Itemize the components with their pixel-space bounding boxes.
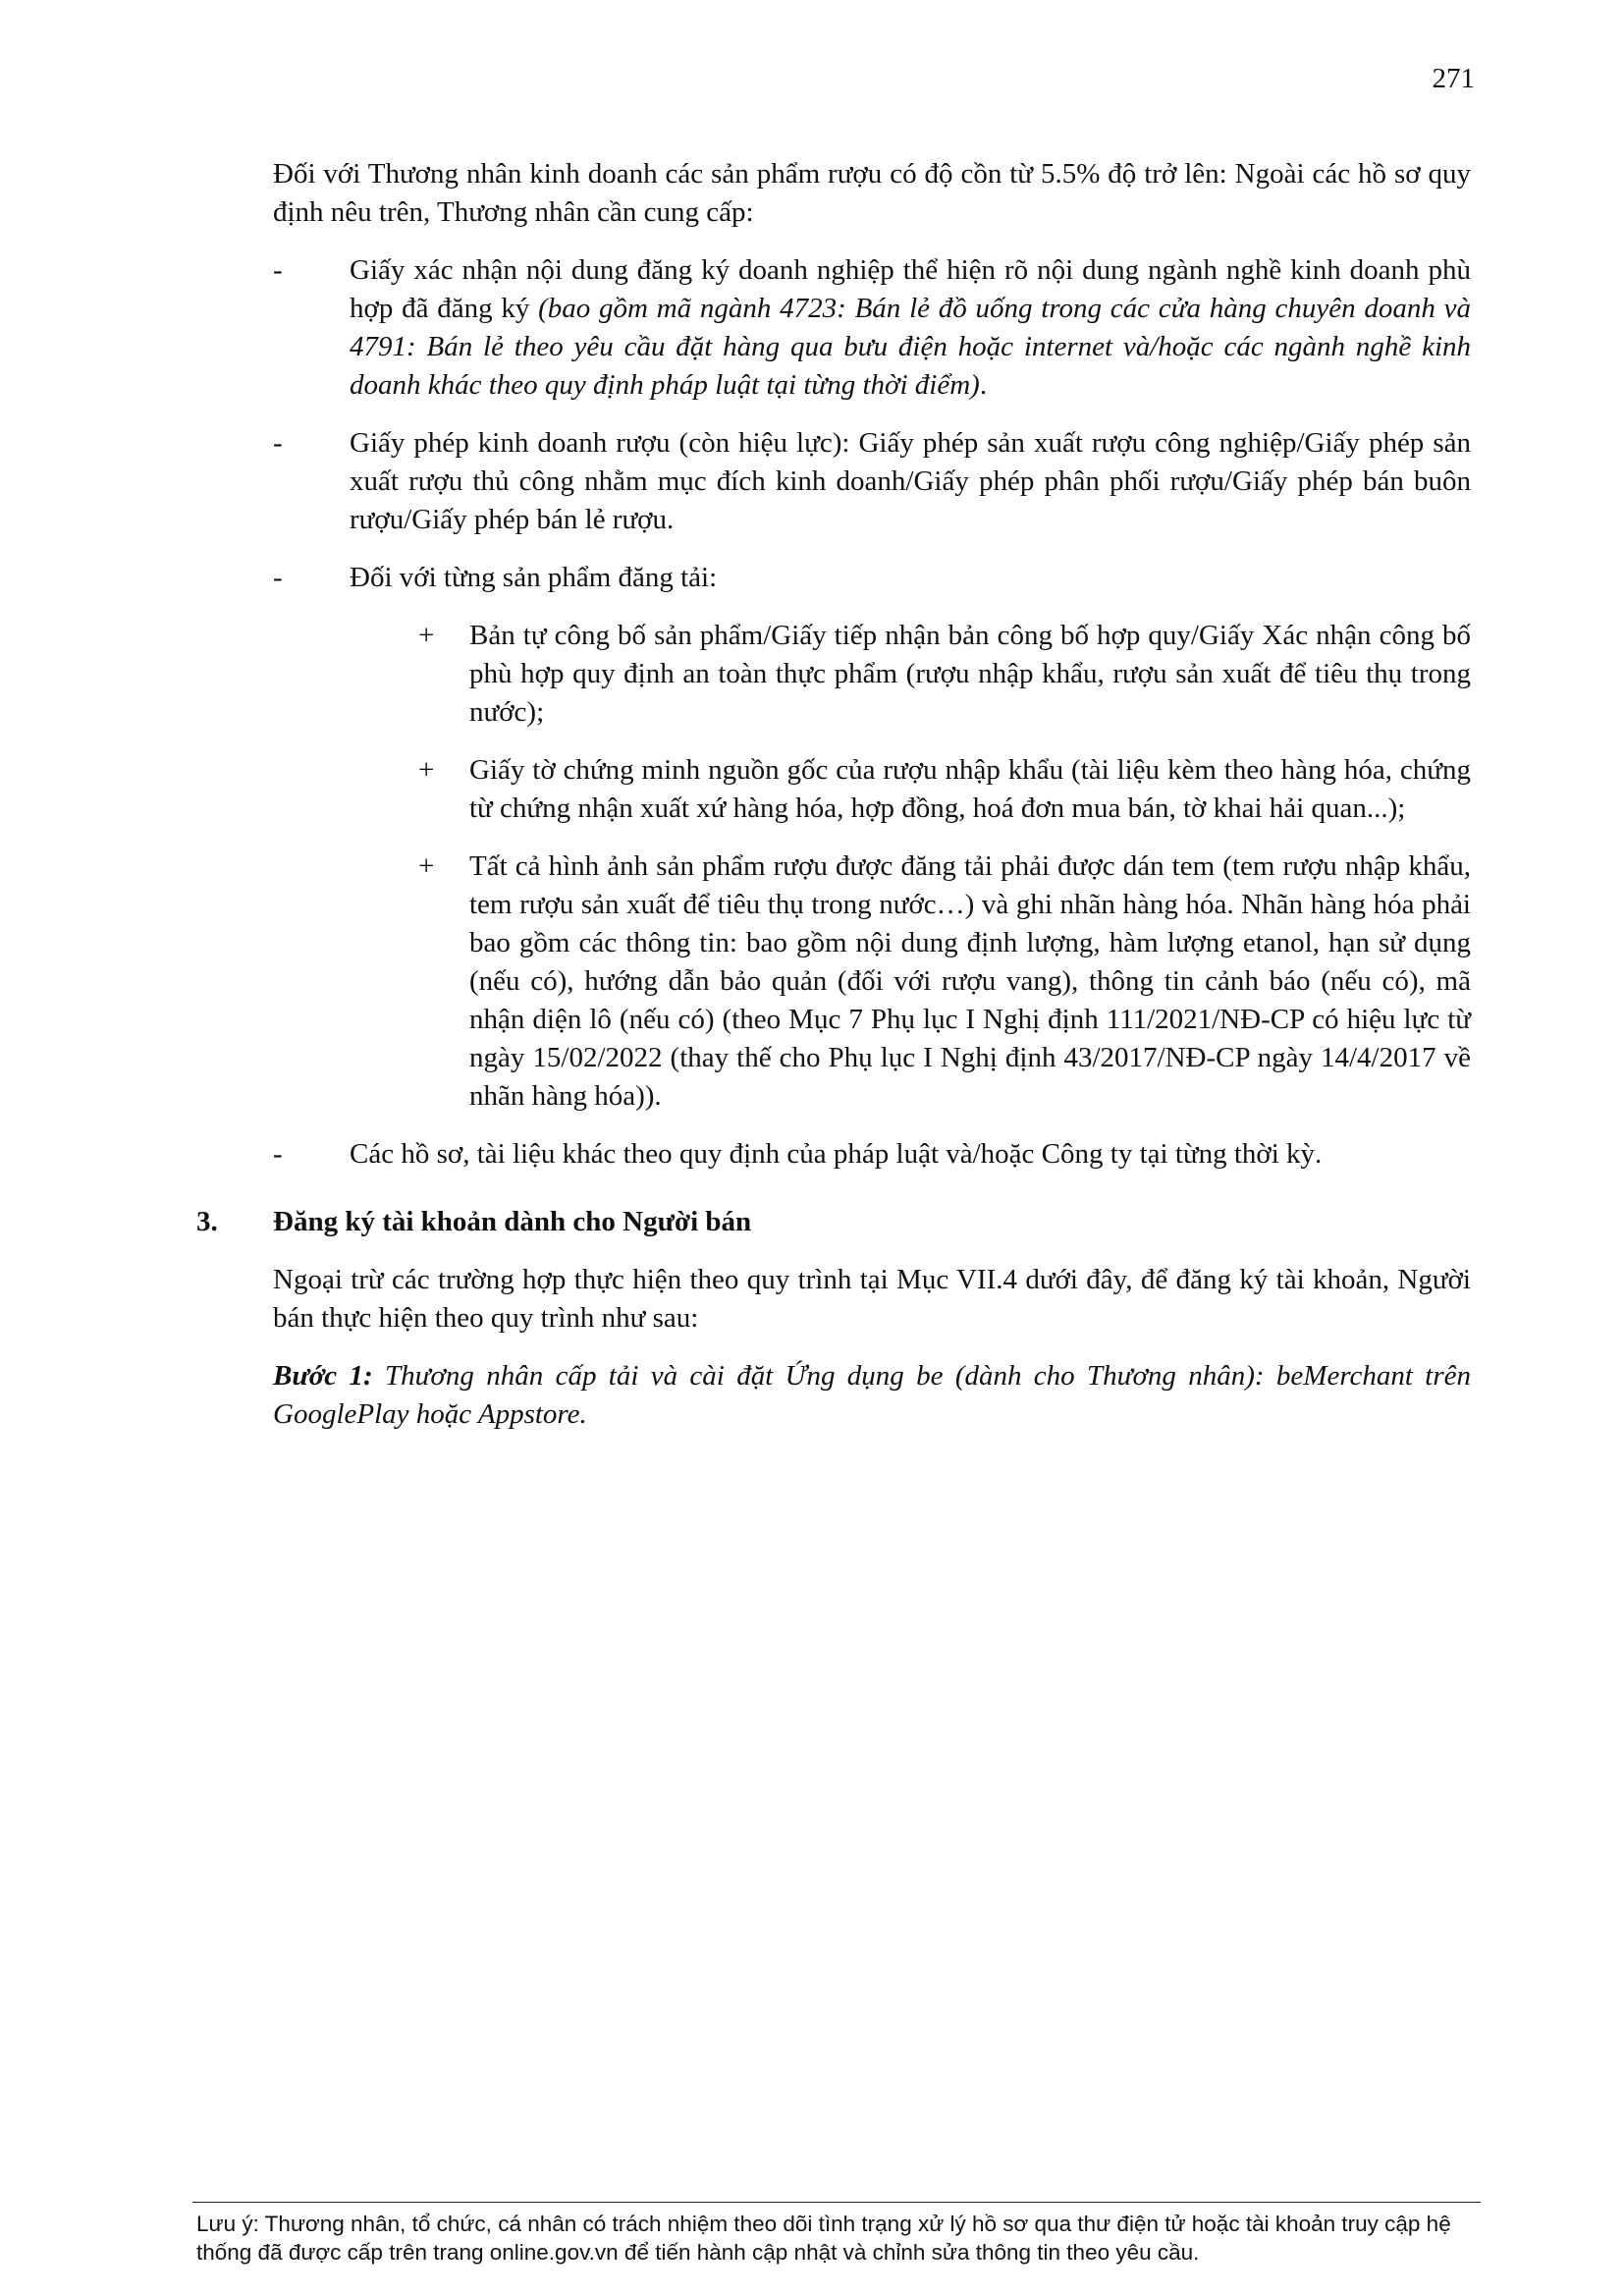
footer-divider	[192, 2202, 1481, 2203]
sub-list-item	[273, 847, 1471, 1116]
sub-list-item	[273, 751, 1471, 828]
page-number: 271	[1432, 63, 1475, 94]
list-item-text: Giấy xác nhận nội dung đăng ký doanh nghiệp thể hiện rõ nội dung ngành nghề kinh doanh phù hợp đã đăng ký (bao gồm mã ngành 4723: Bán lẻ đồ uống trong các cửa hàng chuyên doanh và 4791: Bán lẻ theo yêu cầu đặt hàng qua bưu điện hoặc internet và/hoặc các ngành nghề kinh doanh khác theo quy định pháp luật tại từng thời điểm).	[350, 254, 1471, 401]
sub-list-item-text: Giấy tờ chứng minh nguồn gốc của rượu nhập khẩu (tài liệu kèm theo hàng hóa, chứng từ chứng nhận xuất xứ hàng hóa, hợp đồng, hoá đơn mua bán, tờ khai hải quan...);	[469, 754, 1471, 824]
intro-paragraph: Đối với Thương nhân kinh doanh các sản phẩm rượu có độ cồn từ 5.5% độ trở lên: Ngoài các hồ sơ quy định nêu trên, Thương nhân cần cung cấp:	[273, 158, 1471, 228]
footer-note: Lưu ý: Thương nhân, tổ chức, cá nhân có trách nhiệm theo dõi tình trạng xử lý hồ sơ qua thư điện tử hoặc tài khoản truy cập hệ thống đã được cấp trên trang online.gov.vn để tiến hành cập nhật và chỉnh sửa thông tin theo yêu cầu.	[196, 2212, 1451, 2265]
section-paragraph: Ngoại trừ các trường hợp thực hiện theo quy trình tại Mục VII.4 dưới đây, để đăng ký tài khoản, Người bán thực hiện theo quy trình như sau:	[273, 1264, 1471, 1334]
plus-bullet: +	[418, 754, 435, 786]
document-body	[196, 155, 1471, 1434]
dash-bullet: -	[273, 254, 283, 286]
sub-list-item-text: Bản tự công bố sản phẩm/Giấy tiếp nhận bản công bố hợp quy/Giấy Xác nhận công bố phù hợp quy định an toàn thực phẩm (rượu nhập khẩu, rượu sản xuất để tiêu thụ trong nước);	[469, 620, 1471, 728]
sub-list-item	[273, 617, 1471, 732]
list-item	[273, 424, 1471, 539]
list-item-text: Các hồ sơ, tài liệu khác theo quy định của pháp luật và/hoặc Công ty tại từng thời kỳ.	[350, 1138, 1323, 1170]
section-number: 3.	[196, 1206, 218, 1237]
step-1-label: Bước 1:	[273, 1360, 373, 1392]
step-1-text: Thương nhân cấp tải và cài đặt Ứng dụng be (dành cho Thương nhân): beMerchant trên GooglePlay hoặc Appstore.	[273, 1360, 1471, 1430]
list-item-text: Đối với từng sản phẩm đăng tải:	[350, 562, 718, 593]
list-item	[273, 559, 1471, 597]
step-1	[273, 1357, 1471, 1434]
list-item-text: Giấy phép kinh doanh rượu (còn hiệu lực): Giấy phép sản xuất rượu công nghiệp/Giấy phép sản xuất rượu thủ công nhằm mục đích kinh doanh/Giấy phép phân phối rượu/Giấy phép bán buôn rượu/Giấy phép bán lẻ rượu.	[350, 427, 1471, 535]
plus-bullet: +	[418, 620, 435, 651]
dash-bullet: -	[273, 427, 283, 459]
list-item	[273, 1135, 1471, 1174]
plus-bullet: +	[418, 850, 435, 882]
list-item	[273, 251, 1471, 405]
section-title: Đăng ký tài khoản dành cho Người bán	[273, 1206, 752, 1237]
sub-list-item-text: Tất cả hình ảnh sản phẩm rượu được đăng tải phải được dán tem (tem rượu nhập khẩu, tem rượu sản xuất để tiêu thụ trong nước…) và ghi nhãn hàng hóa. Nhãn hàng hóa phải bao gồm các thông tin: bao gồm nội dung định lượng, hàm lượng etanol, hạn sử dụng (nếu có), hướng dẫn bảo quản (đối với rượu vang), thông tin cảnh báo (nếu có), mã nhận diện lô (nếu có) (theo Mục 7 Phụ lục I Nghị định 111/2021/NĐ-CP có hiệu lực từ ngày 15/02/2022 (thay thế cho Phụ lục I Nghị định 43/2017/NĐ-CP ngày 14/4/2017 về nhãn hàng hóa)).	[469, 850, 1471, 1112]
industry-codes-note: (bao gồm mã ngành 4723: Bán lẻ đồ uống trong các cửa hàng chuyên doanh và 4791: Bán lẻ theo yêu cầu đặt hàng qua bưu điện hoặc internet và/hoặc các ngành nghề kinh doanh khác theo quy định pháp luật tại từng thời điểm)	[350, 293, 1471, 401]
dash-bullet: -	[273, 1138, 283, 1170]
section-heading	[196, 1203, 1471, 1241]
dash-bullet: -	[273, 562, 283, 593]
